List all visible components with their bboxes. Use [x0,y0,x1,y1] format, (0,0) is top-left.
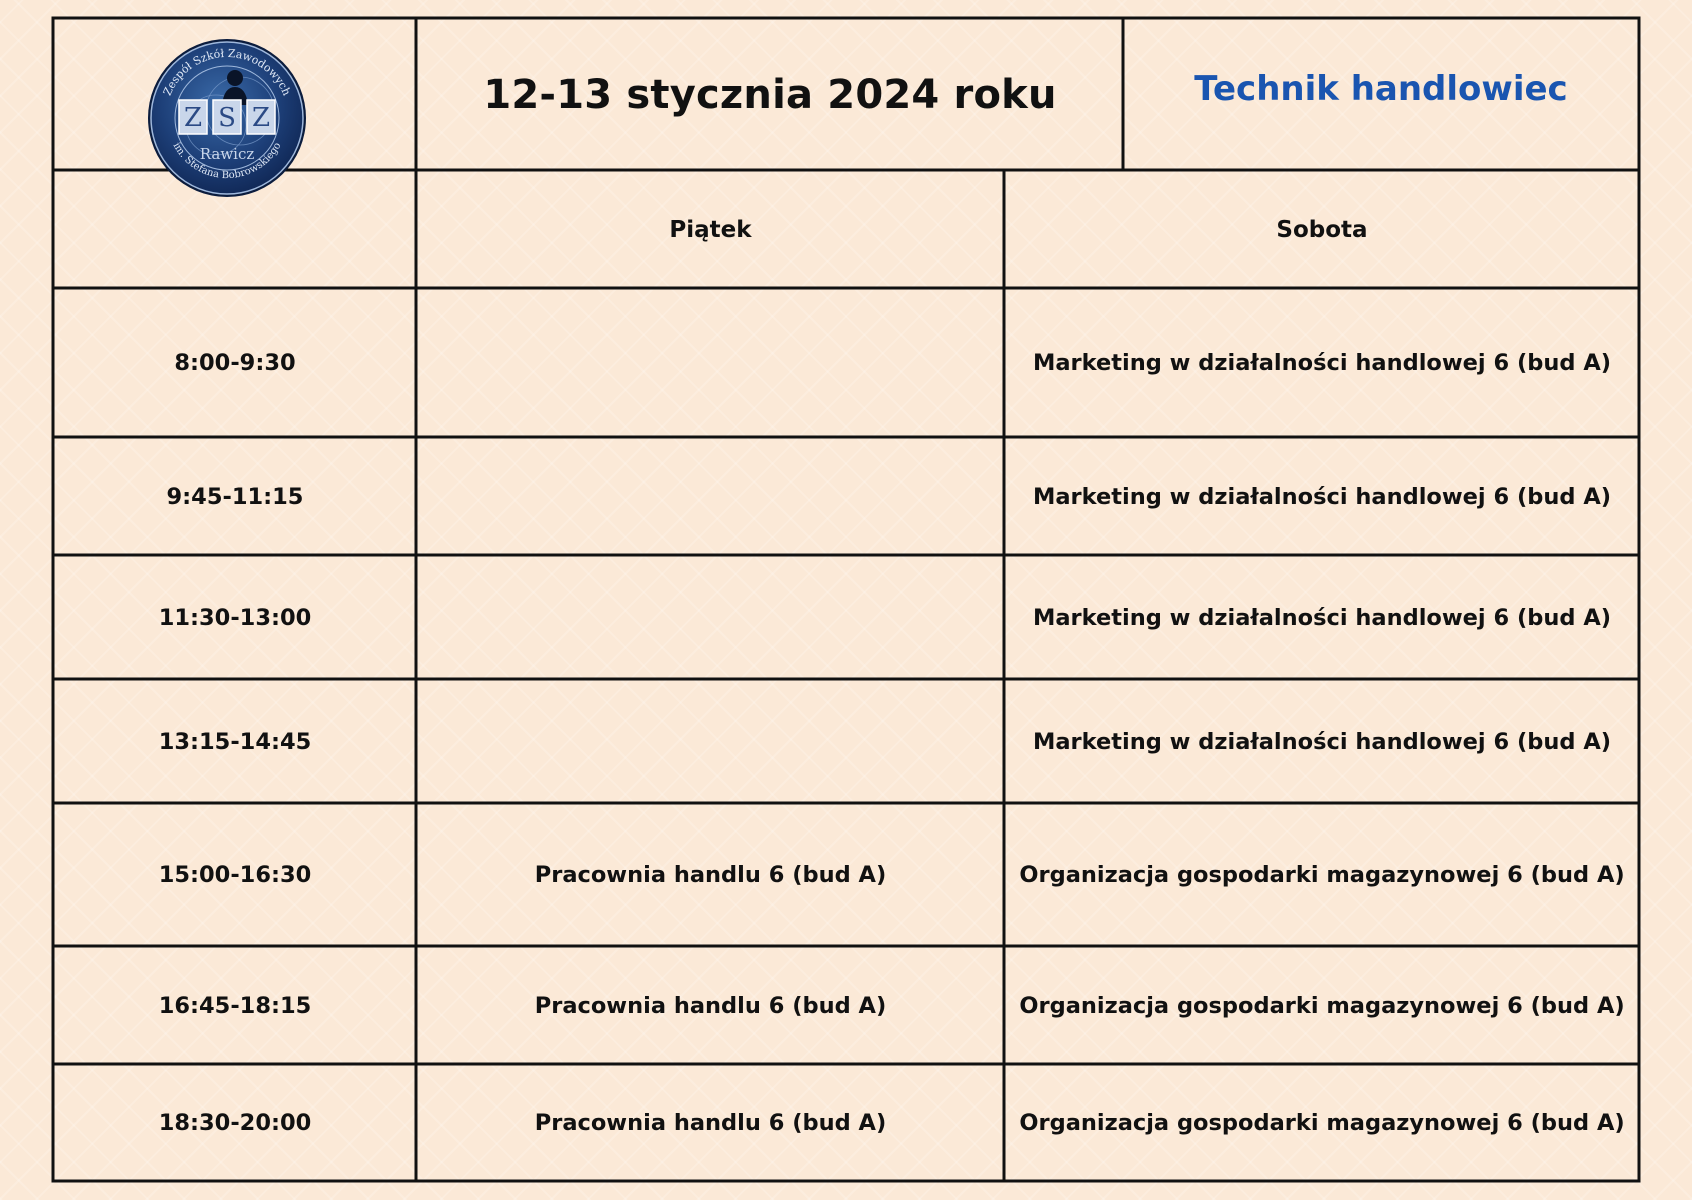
friday-lesson [418,439,1003,554]
school-logo [146,37,308,199]
logo-letter: Z [183,103,203,133]
saturday-lesson: Marketing w działalności handlowej 6 (bud A) [1032,483,1612,510]
friday-lesson: Pracownia handlu 6 (bud A) [534,992,887,1019]
field-of-study: Technik handlowiec [1194,68,1568,109]
time-slot: 15:00-16:30 [158,862,312,888]
friday-lesson [418,557,1003,678]
friday-lesson [418,290,1003,436]
logo-city: Rawicz [199,145,255,163]
page-title: 12-13 stycznia 2024 roku [483,71,1057,118]
logo-letter: Z [251,103,271,133]
saturday-lesson: Marketing w działalności handlowej 6 (bud A) [1032,350,1612,376]
time-slot: 16:45-18:15 [158,992,312,1019]
friday-lesson: Pracownia handlu 6 (bud A) [534,862,887,888]
time-slot: 13:15-14:45 [158,728,312,755]
time-slot: 11:30-13:00 [158,604,312,631]
logo-arc-bottom: im. Stefana Bobrowskiego [170,140,284,182]
friday-lesson: Pracownia handlu 6 (bud A) [534,1110,887,1136]
logo-arc-top: Zespół Szkół Zawodowych [160,46,294,98]
time-slot: 9:45-11:15 [166,483,304,510]
saturday-lesson: Organizacja gospodarki magazynowej 6 (bud A) [1019,1110,1625,1136]
time-slot: 8:00-9:30 [174,350,296,376]
saturday-lesson: Marketing w działalności handlowej 6 (bud A) [1032,604,1612,631]
saturday-lesson: Organizacja gospodarki magazynowej 6 (bud A) [1019,862,1625,888]
logo-letter: S [218,103,236,133]
time-slot: 18:30-20:00 [158,1110,312,1136]
friday-lesson [418,681,1003,802]
day-header-friday: Piątek [669,216,752,243]
saturday-lesson: Organizacja gospodarki magazynowej 6 (bud A) [1019,992,1625,1019]
day-header-saturday: Sobota [1276,216,1368,243]
saturday-lesson: Marketing w działalności handlowej 6 (bud A) [1032,728,1612,755]
